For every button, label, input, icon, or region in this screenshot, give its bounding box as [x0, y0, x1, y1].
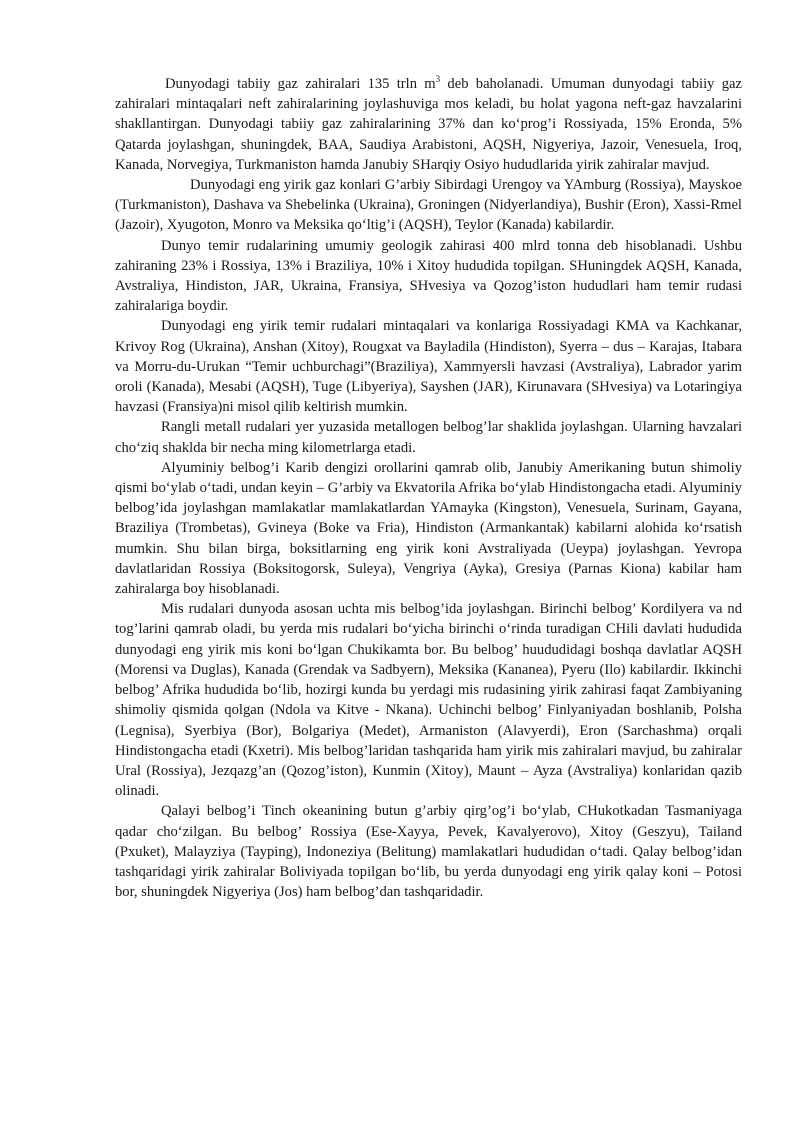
paragraph-iron-ore-regions: Dunyodagi eng yirik temir rudalari mintaqalari va konlariga Rossiyadagi KMA va Kachkanar, Krivoy Rog (Ukraina), Anshan (Xitoy), Rougxat va Bayladila (Hindiston), Syerra – dus – Karajas, Itabara va Morru-du-Urukan “Temir uchburchagi”(Braziliya), Xammyersli havzasi (Avstraliya), Labrador yarim oroli (Kanada), Mesabi (AQSH), Tuge (Libyeriya), Sayshen (JAR), Kirunavara (SHvesiya) va Lotaringiya havzasi (Fransiya)ni misol qilib keltirish mumkin. [115, 318, 742, 416]
superscript-cubic: 3 [435, 74, 441, 85]
paragraph-tin-belt: Qalayi belbog’i Tinch okeanining butun g’arbiy qirg’og’i bo‘ylab, CHukotkadan Tasmaniyaga qadar cho‘zilgan. Bu belbog’ Rossiya (Ese-Xayya, Pevek, Kavalyerovo), Xitoy (Geszyu), Tailand (Pxuket), Malayziya (Tayping), Indoneziya (Belitung) mamlakatlari hududidan o‘tadi. Qalay belbog’idan tashqaridagi yirik zahiralar Boliviyada topilgan bo‘lib, bu yerda dunyodagi eng yirik qalay koni – Potosi bor, shuningdek Nigyeriya (Jos) ham belbog’dan tashqaridadir. [115, 803, 742, 901]
paragraph-gas-fields: Dunyodagi eng yirik gaz konlari G’arbiy Sibirdagi Urengoy va YAmburg (Rossiya), Mayskoe (Turkmaniston), Dashava va Shebelinka (Ukraina), Groningen (Nidyerlandiya), Bushir (Eron), Xassi-Rmel (Jazoir), Xyugoton, Monro va Meksika qo‘ltig’i (AQSH), Teylor (Kanada) kabilardir. [115, 177, 742, 234]
paragraph-text: Dunyodagi tabiiy gaz zahiralari 135 trln m [165, 76, 436, 92]
paragraph-nonferrous-metals: Rangli metall rudalari yer yuzasida metallogen belbog’lar shaklida joylashgan. Ularning havzalari cho‘ziq shaklda bir necha ming kilometrlarga etadi. [115, 419, 742, 456]
paragraph-aluminium-belt: Alyuminiy belbog’i Karib dengizi orollarini qamrab olib, Janubiy Amerikaning butun shimoliy qismi bo‘ylab o‘tadi, undan keyin – G’arbiy va Ekvatorila Afrika bo‘ylab Hindistongacha etadi. Alyuminiy belbog’ida joylashgan mamlakatlar mamlakatlardan YAmayka (Kingston), Venesuela, Surinam, Gayana, Braziliya (Trombetas), Gvineya (Boke va Fria), Hindiston (Armankantak) kabilarni alohida ko‘rsatish mumkin. Shu bilan birga, boksitlarning eng yirik koni Avstraliyada (Ueypa) joylashgan. Yevropa davlatlaridan Rossiya (Boksitogorsk, Suleya), Vengriya (Ayka), Gresiya (Parnas Kiona) kabilar ham zahiralarga boy hisoblanadi. [115, 459, 742, 598]
paragraph-copper-belts: Mis rudalari dunyoda asosan uchta mis belbog’ida joylashgan. Birinchi belbog’ Kordilyera va nd tog’larini qamrab oladi, bu yerda mis rudalari bo‘yicha birinchi o‘rinda turadigan CHili davlati hududida dunyodagi eng yirik mis koni bo‘lgan Chukikamta bor. Bu belbog’ huududidagi boshqa davlatlar AQSH (Morensi va Duglas), Kanada (Grendak va Sadbyern), Meksika (Kananea), Pyeru (Ilo) kabilardir. Ikkinchi belbog’ Afrika hududida bo‘lib, hozirgi kunda bu yerdagi mis rudasining yirik zahirasi faqat Zambiyaning shimoliy qismida qolgan (Ndola va Kitve - Nkana). Uchinchi belbog’ Finlyaniyadan boshlanib, Polsha (Legnisa), Syerbiya (Bor), Bolgariya (Medet), Armaniston (Alavyerdi), Eron (Sarchashma) orqali Hindistongacha etadi (Kxetri). Mis belbog’laridan tashqarida ham yirik mis zahiralari mavjud, bu zahiralar Ural (Rossiya), Jezqazg’an (Qozog’iston), Kunmin (Xitoy), Maunt – Ayza (Avstraliya) konlaridan qazib olinadi. [115, 601, 742, 800]
paragraph-text: deb baholanadi. Umuman dunyodagi tabiiy gaz zahiralari mintaqalari neft zahiralarining joylashuviga mos keladi, bu holat yagona neft-gaz havzalarini shakllantirgan. Dunyodagi tabiiy gaz zahiralarining 37% dan ko‘prog’i Rossiyada, 15% Eronda, 5% Qatarda joylashgan, shuningdek, BAA, Saudiya Arabistoni, AQSH, Nigyeriya, Jazoir, Venesuela, Iroq, Kanada, Norvegiya, Turkmaniston hamda Janubiy SHarqiy Osiyo hududlarida yirik zahiralar mavjud. [115, 76, 742, 173]
paragraph-iron-ore-reserves: Dunyo temir rudalarining umumiy geologik zahirasi 400 mlrd tonna deb hisoblanadi. Ushbu zahiraning 23% i Rossiya, 13% i Braziliya, 10% i Xitoy hududida topilgan. SHuningdek AQSH, Kanada, Avstraliya, Hindiston, JAR, Ukraina, Fransiya, SHvesiya va Qozog’iston hududlari ham temir rudasi zahiralariga boydir. [115, 237, 742, 315]
paragraph-natural-gas-reserves [115, 74, 742, 175]
document-body [115, 74, 742, 902]
